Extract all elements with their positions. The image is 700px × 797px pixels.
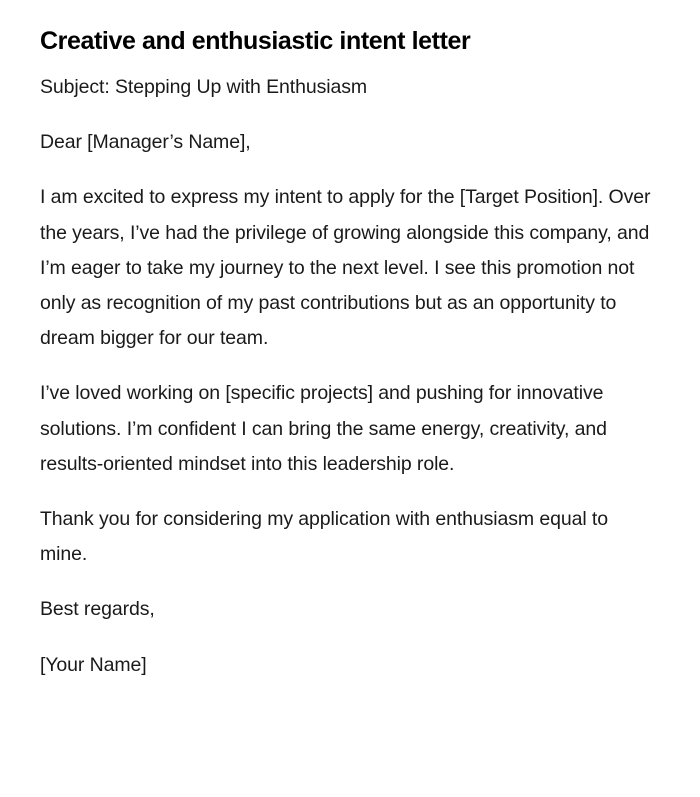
letter-closing: Best regards, [40,598,155,621]
letter-subject: Subject: Stepping Up with Enthusiasm [40,76,367,98]
letter-paragraph-2: I’ve loved working on [specific projects] and pushing for innovative solutions. I’m confident I can bring the same energy, creativity, and results-oriented mindset into this leadership role. [40,382,607,475]
letter-salutation: Dear [Manager’s Name], [40,131,251,154]
letter-signature: [Your Name] [40,653,147,676]
letter-paragraph-3: Thank you for considering my application with enthusiasm equal to mine. [40,508,608,566]
letter-paragraph-1: I am excited to express my intent to apply for the [Target Position]. Over the years, I’ve had the privilege of growing alongside this company, and I’m eager to take my journey to the next level. I see this promotion not only as recognition of my past contributions but as an opportunity to dream bigger for our team. [40,186,651,350]
letter-title: Creative and enthusiastic intent letter [40,27,471,55]
